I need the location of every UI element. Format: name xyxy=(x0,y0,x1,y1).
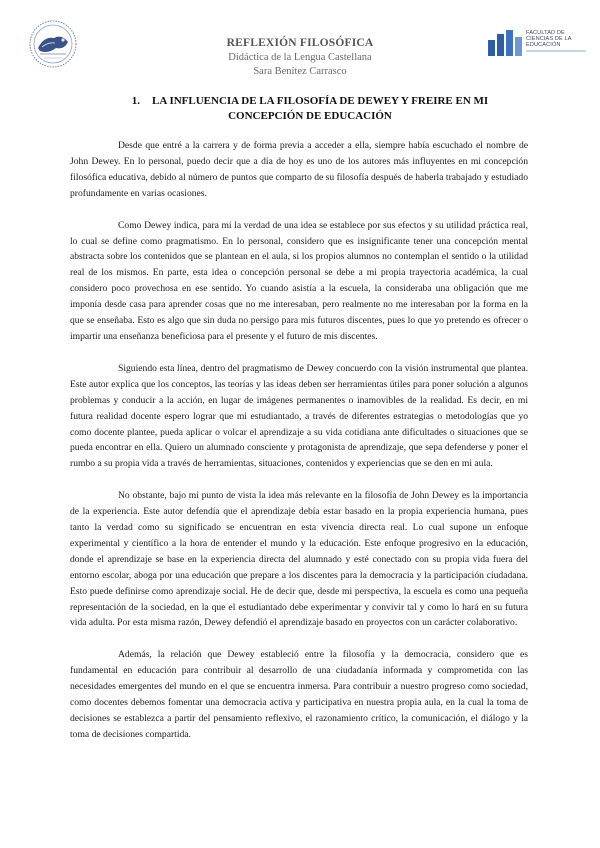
paragraph: No obstante, bajo mi punto de vista la idea más relevante en la filosofía de John Dewey es la importancia de la experiencia. Este autor defendía que el aprendizaje debía estar basado en la propia experiencia humana, pues tanto la verdad como su significado se encuentran en esta vivencia directa real. Lo cual supone un enfoque experimental y científico a la hora de entender el mundo y la educación. Este enfoque progresivo en la educación, donde el aprendizaje se base en la experiencia directa del alumnado y esté conectado con su propia vida fuera del entorno escolar, aboga por una educación que prepare a los discentes para la democracia y la participación ciudadana. Esto puede definirse como aprendizaje social. He de decir que, desde mi perspectiva, la escuela es como una pequeña representación de la sociedad, en la que el estudiantado debe experimentar y convivir tal y como lo hará en su futura vida adulta. Por esta misma razón, Dewey defendió el aprendizaje basado en proyectos con un carácter colaborativo. xyxy=(70,490,528,629)
university-seal-logo xyxy=(28,18,78,70)
document-body xyxy=(70,138,528,759)
faculty-bars-icon xyxy=(486,28,524,58)
section-heading xyxy=(100,94,520,124)
header-title: REFLEXIÓN FILOSÓFICA xyxy=(226,37,374,49)
header-course: Didáctica de la Lengua Castellana xyxy=(228,52,372,63)
faculty-logo-underline xyxy=(526,50,586,52)
section-title: LA INFLUENCIA DE LA FILOSOFÍA DE DEWEY Y FREIRE EN MI CONCEPCIÓN DE EDUCACIÓN xyxy=(152,95,489,122)
document-header xyxy=(150,36,450,79)
faculty-logo-text: FACULTAD DE CIENCIAS DE LA EDUCACIÓN xyxy=(526,30,572,49)
paragraph: Desde que entré a la carrera y de forma previa a acceder a ella, siempre había escuchado el nombre de John Dewey. En lo personal, puedo decir que a día de hoy es uno de los autores más influyentes en mi concepción filosófica educativa, debido al número de puntos que comparto de su filosofía después de haberla trabajado y estudiado profundamente en varias ocasiones. xyxy=(70,140,528,199)
header-author: Sara Benítez Carrasco xyxy=(253,66,347,77)
faculty-logo xyxy=(486,28,582,58)
paragraph: Como Dewey indica, para mí la verdad de una idea se establece por sus efectos y su utilidad práctica real, lo cual se define como pragmatismo. En lo personal, considero que es insignificante tener una concepción mental abstracta sobre los contenidos que se plantean en el aula, si los propios alumnos no contemplan el sentido o la utilidad real de los mismos. En parte, esta idea o concepción personal se debe a mi propia trayectoria académica, la cual considero poco provechosa en ese sentido. Yo cuando asistía a la escuela, la consideraba una obligación que me imponía desde casa para aprender cosas que no me interesaban, pero realmente no me interesaban por la forma en la que se enseñaba. Esto es algo que sin duda no persigo para mis futuros discentes, pues lo que yo pretendo es ofrecer o impartir una enseñanza beneficiosa para el presente y el futuro de mis discentes. xyxy=(70,219,528,342)
paragraph: Además, la relación que Dewey estableció entre la filosofía y la democracia, considero que es fundamental en educación para contribuir al desarrollo de una ciudadanía informada y comprometida con las necesidades emergentes del mundo en el que se encuentra inmersa. Para contribuir a nuestro progreso como sociedad, como docentes debemos fomentar una democracia activa y participativa en nuestra propia aula, en la cual la toma de decisiones se establezca a partir del pensamiento reflexivo, el razonamiento crítico, la comunicación, el diálogo y la toma de decisiones compartida. xyxy=(70,649,528,740)
paragraph: Siguiendo esta línea, dentro del pragmatismo de Dewey concuerdo con la visión instrumental que plantea. Este autor explica que los conceptos, las teorías y las ideas deben ser herramientas útiles para poner solución a algunos problemas y conducir a la acción, en lugar de imágenes permanentes o inamovibles de la realidad. Es decir, en mi futura realidad docente espero lograr que mi estudiantado, a través de diferentes estrategias o metodologías que yo como docente plantee, pueda aplicar o volcar el aprendizaje a su vida cotidiana ante dificultades o situaciones que se pueda encontrar en ella. Quiero un alumnado consciente y protagonista de aprendizaje, que sepa defenderse y poner el rumbo a su propia vida a través de herramientas, situaciones, contenidos y experiencias que se den en mi aula. xyxy=(70,362,528,470)
section-number: 1. xyxy=(131,95,141,107)
